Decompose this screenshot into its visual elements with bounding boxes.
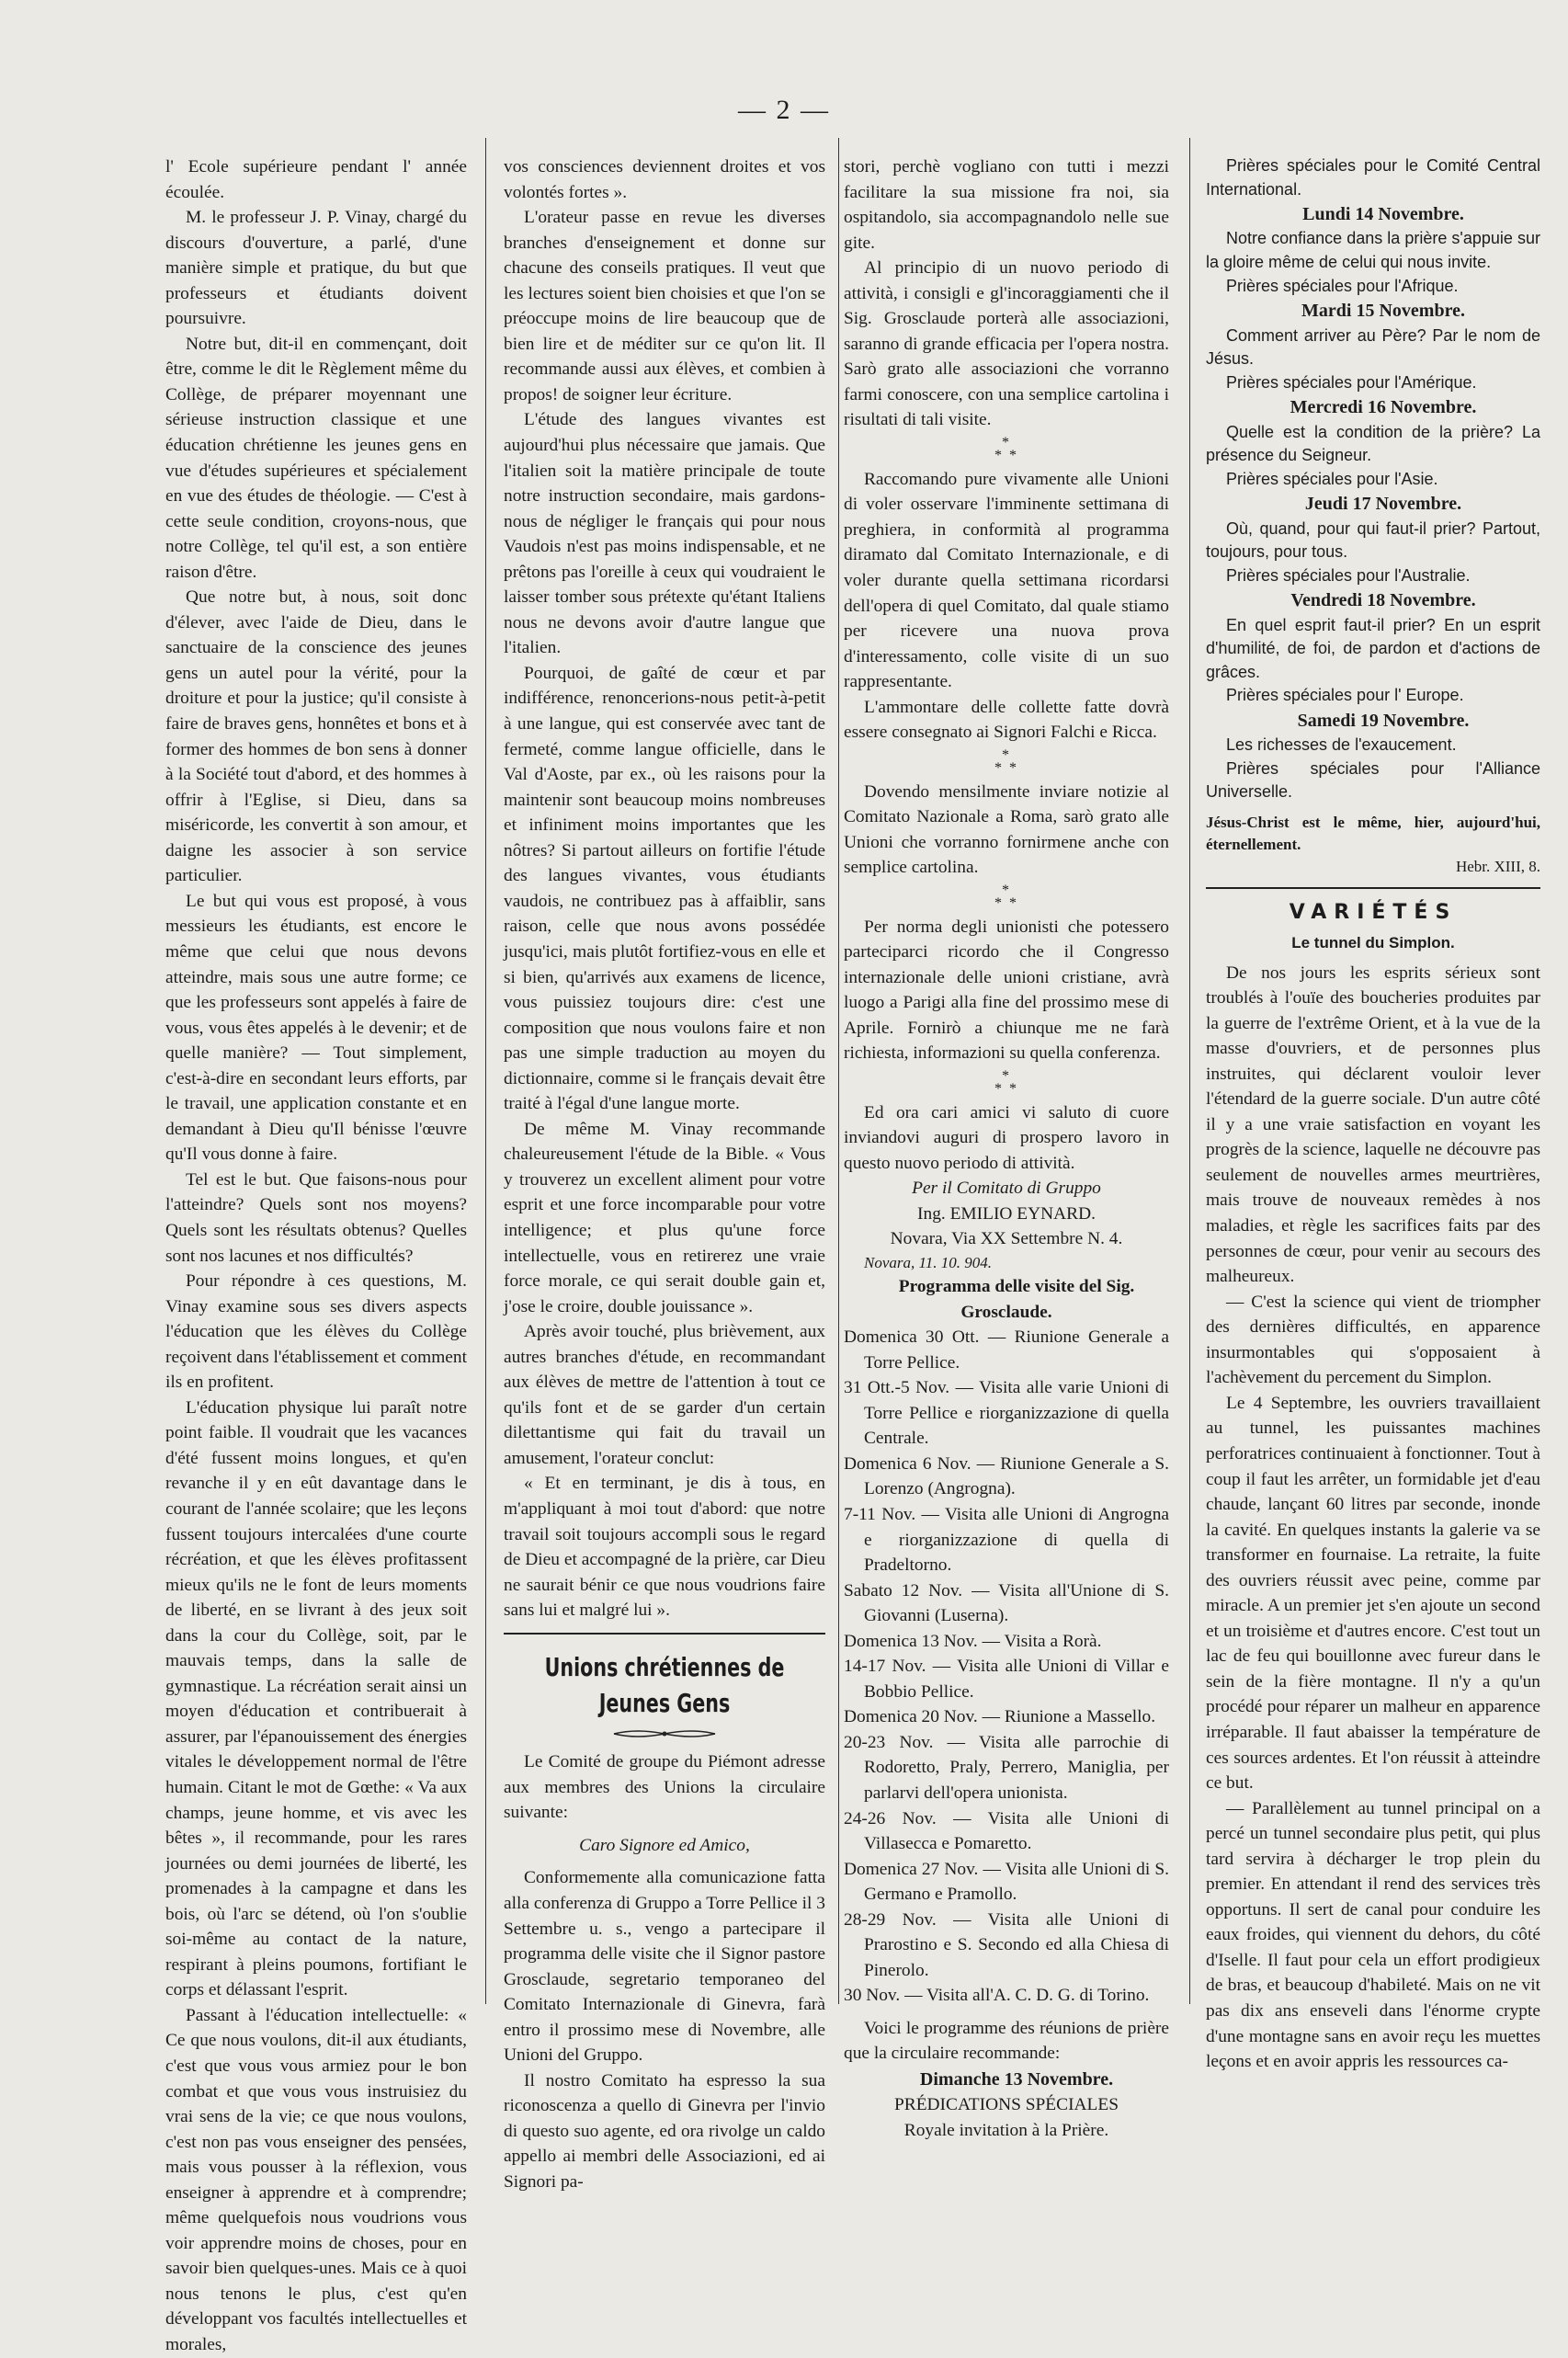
salutation: Caro Signore ed Amico, [579, 1835, 750, 1855]
list-item: 20-23 Nov. — Visita alle parrochie di Rodoretto, Praly, Perrero, Maniglia, per parlarvi dell'opera unionista. [844, 1732, 1169, 1803]
list-item: Domenica 13 Nov. — Visita a Rorà. [844, 1631, 1102, 1651]
column-4 [1206, 154, 1540, 2075]
paragraph: Pourquoi, de gaîté de cœur et par indifférence, renoncerions-nous petit-à-petit à une langue, qui est conservée avec tant de fermeté, comme langue officielle, dans le Val d'Aoste, par ex., où les raisons pour la maintenir sont beaucoup moins nombreuses et infiniment moins importantes que les nôtres? Si partout ailleurs on fortifie l'étude des langues vivantes, vous étudiants vaudois, ne contribuez pas à affaiblir, sans raison, celle que nous avons possédée jusqu'ici, mais plutôt fortifiez-vous en elle et si bien, qu'arrivés aux examens de licence, vous puissiez toujours dire: c'est une composition que nous voulons faire et non pas une simple traduction au moyen du dictionnaire, comme si le français devait être traité à l'égal d'une langue morte. [504, 663, 825, 1114]
section-heading: Unions chrétiennes de Jeunes Gens [544, 1651, 785, 1719]
signature-name: Ing. EMILIO EYNARD. [917, 1203, 1096, 1224]
paragraph: Quelle est la condition de la prière? La présence du Seigneur. [1206, 422, 1540, 465]
paragraph: Pour répondre à ces questions, M. Vinay examine sous ses divers aspects l'éducation que les élèves du Collège reçoivent dans l'établissement et comment ils en profitent. [165, 1271, 467, 1393]
list-item: 24-26 Nov. — Visita alle Unioni di Villasecca e Pomaretto. [844, 1808, 1169, 1854]
paragraph: Passant à l'éducation intellectuelle: « Ce que nous voulons, dit-il aux étudiants, c'est que vous vous armiez pour le bon combat et que vous vous instruisiez du vrai sens de la vie; ce que nous voulons, c'est non pas vous enseigner des pensées, mais vous pousser à la réflexion, vous enseigner à apprendre et à comprendre; même quelquefois nous voudrions vous voir apprendre moins de choses, pour en savoir bien quelques-unes. Mais ce à quoi nous tenons le plus, c'est qu'en développant vos facultés intellectuelles et morales, [165, 2005, 467, 2355]
ornament-divider [609, 1727, 720, 1740]
list-item: Domenica 30 Ott. — Riunione Generale a Torre Pellice. [844, 1327, 1169, 1373]
program-title: Programma delle visite del Sig. Grosclaude. [898, 1277, 1135, 1322]
prayer-day [1206, 587, 1540, 708]
paragraph: — C'est la science qui vient de triompher des dernières difficultés, en apparence insurmontables qui s'opposaient à l'achèvement du percement du Simplon. [1206, 1292, 1540, 1388]
paragraph: Le 4 Septembre, les ouvriers travaillaient au tunnel, les puissantes machines perforatrices continuaient à fonctionner. Tout à coup il faut les arrêter, un formidable jet d'eau chaude, lançant 60 litres par seconde, inonde la cavité. En quelques instants la galerie va se transformer en fournaise. La retraite, la fuite des ouvriers réussit avec peine, comme par miracle. A un premier jet s'en ajoute un second et un troisième et d'autres encore. C'est tout un lac de feu qui bouillonne avec fureur dans le sein de la fière montagne. Il n'y a qu'un procédé pour réparer un malheur en apparence irréparable. Il faut abaisser la température de ces sources ardentes. Et l'on réussit à atteindre ce but. [1206, 1393, 1540, 1794]
section-divider [504, 1633, 825, 1635]
section-heading: VARIÉTÉS [1289, 901, 1458, 925]
paragraph: Le Comité de groupe du Piémont adresse aux membres des Unions la circulaire suivante: [504, 1752, 825, 1823]
paragraph: L'orateur passe en revue les diverses branches d'enseignement et donne sur chacune des conseils pratiques. Il veut que les lectures soient bien choisies et que l'on se préoccupe moins de lire beaucoup que de bien lire et de méditer sur ce qu'on lit. Il recommande aussi aux élèves, et combien à propos! de soigner leur écriture. [504, 208, 825, 404]
paragraph: Voici le programme des réunions de prière que la circulaire recommande: [844, 2018, 1169, 2064]
prayer-day [1206, 298, 1540, 394]
asterism: * * * [994, 882, 1018, 912]
list-item: 31 Ott.-5 Nov. — Visita alle varie Unioni di Torre Pellice e riorganizzazione di quella Centrale. [844, 1378, 1169, 1449]
paragraph: M. le professeur J. P. Vinay, chargé du discours d'ouverture, a parlé, d'une manière simple et pratique, du but que professeurs et étudiants doivent poursuivre. [165, 208, 467, 329]
paragraph: Tel est le but. Que faisons-nous pour l'atteindre? Quels sont nos moyens? Quels sont les résultats obtenus? Quelles sont nos lacunes et nos difficultés? [165, 1169, 467, 1266]
paragraph: Prières spéciales pour l'Asie. [1226, 469, 1438, 488]
list-item: Domenica 27 Nov. — Visita alle Unioni di S. Germano e Pramollo. [844, 1859, 1169, 1905]
list-item: Domenica 6 Nov. — Riunione Generale a S. Lorenzo (Angrogna). [844, 1453, 1169, 1499]
paragraph: Le but qui vous est proposé, à vous messieurs les étudiants, est encore le même que celui que nous devons atteindre, mais sous une autre forme; ce que les professeurs sont appelés à faire de vous, vous êtes appelés à le devenir; et de quelle manière? — Tout simplement, c'est-à-dire en secondant leurs efforts, par le travail, une application constante et en demandant à Dieu qu'Il bénisse l'œuvre qu'Il vous donne à faire. [165, 891, 467, 1165]
paragraph: Que notre but, à nous, soit donc d'élever, avec l'aide de Dieu, dans le sanctuaire de la conscience des jeunes gens un autel pour la vérité, pour la droiture et pour la justice; qu'il consiste à faire de braves gens, honnêtes et bons et à former des hommes de bon sens à donner à la Société tout d'abord, et des hommes à offrir à l'Eglise, si Dieu, dans sa miséricorde, les convertit à son amour, et daigne les associer à son service particulier. [165, 587, 467, 886]
list-item: 14-17 Nov. — Visita alle Unioni di Villar e Bobbio Pellice. [844, 1657, 1169, 1702]
paragraph: De même M. Vinay recommande chaleureusement l'étude de la Bible. « Vous y trouverez un excellent aliment pour votre esprit et une force incomparable pour votre intelligence; et plus qu'une force intellectuelle, vous en retirerez une vraie force morale, ce qui serait double gain et, j'ose le croire, double jouissance ». [504, 1119, 825, 1316]
asterism: * * * [994, 1067, 1018, 1098]
column-1 [165, 154, 467, 2358]
day-heading: Lundi 14 Novembre. [1302, 204, 1464, 225]
day-heading: Mercredi 16 Novembre. [1290, 397, 1477, 418]
signature-line: Per il Comitato di Gruppo [912, 1179, 1101, 1199]
list-item: Domenica 20 Nov. — Riunione a Massello. [844, 1707, 1156, 1727]
paragraph: Conformemente alla comunicazione fatta alla conferenza di Gruppo a Torre Pellice il 3 Settembre u. s., vengo a partecipare il programma delle visite che il Signor pastore Grosclaude, segretario temporaneo del Comitato Internazionale di Ginevra, farà entro il prossimo mese di Novembre, alle Unioni del Gruppo. [504, 1868, 825, 2066]
paragraph: L'étude des langues vivantes est aujourd'hui plus nécessaire que jamais. Que l'italien soit la matière principale de toute notre instruction secondaire, mais gardons-nous de négliger le français qui pour nous Vaudois n'est pas moins indispensable, et ne prêtons pas l'oreille à ceux qui voudraient le laisser tomber sous prétexte qu'étant Italiens nous ne devons avoir d'autre langue que l'italien. [504, 410, 825, 658]
page-number: — 2 — [738, 95, 830, 125]
column-rule [838, 138, 839, 2004]
list-item: 30 Nov. — Visita all'A. C. D. G. di Torino. [844, 1986, 1150, 2006]
paragraph: Prières spéciales pour l'Australie. [1226, 565, 1471, 585]
paragraph: Il nostro Comitato ha espresso la sua riconoscenza a quello di Ginevra per l'invio di questo suo agente, ed ora rivolge un caldo appello ai membri delle Associazioni, ed ai Signori pa- [504, 2070, 825, 2192]
paragraph: stori, perchè vogliano con tutti i mezzi facilitare la sua missione fra noi, sia ospitandolo, sia accompagnandolo nelle sue gite. [844, 157, 1169, 253]
paragraph: Al principio di un nuovo periodo di attività, i consigli e gl'incoraggiamenti che il Sig. Grosclaude porterà alle associazioni, saranno di grande efficacia per l'opera nostra. Sarò grato alle associazioni che vorranno farmi conoscere, con una semplice cartolina i risultati di tali visite. [844, 258, 1169, 430]
paragraph: Notre but, dit-il en commençant, doit être, comme le dit le Règlement même du Collège, de préparer moyennant une sérieuse instruction classique et une éducation chrétienne les jeunes gens en vue d'études supérieures et spécialement en vue des études de théologie. — C'est à cette seule condition, croyons-nous, que notre Collège, tel qu'il est, a son entière raison d'être. [165, 334, 467, 582]
asterism: * * * [994, 435, 1018, 464]
paragraph: — Parallèlement au tunnel principal on a percé un tunnel secondaire plus petit, qui plus tard servira à décharger le trop plein du premier. En attendant il rend des services très opportuns. Il sert de canal pour conduire les eaux froides, qui viennent du dehors, du côté d'Iselle. Il faut pour cela un effort prodigieux de bras, et beaucoup d'habileté. Mais on ne vit pas dix ans enseveli dans l'énorme crypte d'une montagne sans en avoir reçu les muettes leçons et en avoir appris les ressources ca- [1206, 1798, 1540, 2072]
prayer-day [1206, 154, 1540, 201]
paragraph: L'ammontare delle collette fatte dovrà essere consegnato ai Signori Falchi e Ricca. [844, 697, 1169, 743]
list-item: 28-29 Nov. — Visita alle Unioni di Prarostino e S. Secondo ed alla Chiesa di Pinerolo. [844, 1909, 1169, 1980]
paragraph: Prières spéciales pour le Comité Central International. [1206, 156, 1540, 199]
prayer-day [1206, 394, 1540, 491]
day-heading: Jeudi 17 Novembre. [1304, 494, 1462, 515]
paragraph: Où, quand, pour qui faut-il prier? Partout, toujours, pour tous. [1206, 518, 1540, 562]
signature-address: Novara, Via XX Settembre N. 4. [890, 1229, 1123, 1249]
paragraph: Prières spéciales pour l' Europe. [1226, 686, 1464, 705]
day-heading: Vendredi 18 Novembre. [1290, 590, 1476, 611]
prayer-day [1206, 491, 1540, 587]
section-divider [1206, 887, 1540, 889]
paragraph: Prières spéciales pour l'Afrique. [1226, 276, 1459, 295]
paragraph: vos consciences deviennent droites et vos volontés fortes ». [504, 157, 825, 202]
day-heading: Mardi 15 Novembre. [1301, 301, 1465, 322]
predications-heading: PRÉDICATIONS SPÉCIALES [893, 2095, 1119, 2115]
paragraph: Comment arriver au Père? Par le nom de Jésus. [1206, 325, 1540, 369]
paragraph: L'éducation physique lui paraît notre point faible. Il voudrait que les vacances d'été fussent moins longues, et qu'en revanche il y en eût davantage dans le courant de l'année scolaire; que les leçons fussent toujours intercalées d'une courte récréation, et que les élèves profitassent mieux qu'ils ne le font de leurs moments de liberté, en se livrant à des jeux soit dans la cour du Collège, soit, par le mauvais temps, dans la salle de gymnastique. La récréation serait ainsi un moyen d'éducation et contribuerait à assurer, par l'épanouissement des énergies vitales le développement normal de l'être humain. Citant le mot de Gœthe: « Va aux champs, jeune homme, et vis avec les bêtes », il recommande, pour les rares journées ou demi journées de liberté, les promenades à la campagne et dans les bois, où l'arc se détend, où l'on s'oublie soi-même au contact de la nature, respirant à pleins poumons, fortifiant le corps et délassant l'esprit. [165, 1397, 467, 2000]
paragraph: Prières spéciales pour l'Amérique. [1226, 372, 1477, 392]
column-rule [1189, 138, 1190, 2004]
paragraph: De nos jours les esprits sérieux sont troublés à l'ouïe des boucheries produites par la guerre de l'extrême Orient, et à la vue de la masse d'ouvriers, et de personnes plus instruites, qui déclarent vouloir lever l'étendard de la guerre sociale. D'un autre côté il y a une vraie satisfaction en voyant les progrès de la science, laquelle ne découvre pas seulement de nouvelles armes meurtrières, mais trouve de nouveaux remèdes à nos maladies, et règle les sacrifices faits par des personnes de cœur, pour venir au secours des malheureux. [1206, 963, 1540, 1287]
paragraph: Royale invitation à la Prière. [903, 2120, 1109, 2140]
paragraph: Prières spéciales pour l'Alliance Universelle. [1206, 758, 1540, 802]
column-2 [504, 154, 825, 2195]
paragraph: Raccomando pure vivamente alle Unioni di voler osservare l'imminente settimana di preghiera, in conformità al programma diramato dal Comitato Internazionale, e di voler durante quella settimana ricordarsi dell'opera di quel Comitato, dal quale stiamo per ricevere una nuova prova d'interessamento, colle visite di un suo rappresentante. [844, 469, 1169, 692]
prayer-day [1206, 201, 1540, 298]
paragraph: En quel esprit faut-il prier? En un esprit d'humilité, de foi, de pardon et d'actions de grâces. [1206, 615, 1540, 681]
verse: Jésus-Christ est le même, hier, aujourd'hui, éternellement. [1206, 813, 1540, 853]
signature-date: Novara, 11. 10. 904. [864, 1253, 992, 1271]
paragraph: l' Ecole supérieure pendant l' année écoulée. [165, 157, 467, 202]
paragraph: Après avoir touché, plus brièvement, aux autres branches d'étude, en recommandant aux élèves de mettre de l'attention à tout ce qu'ils font et de se garder d'un certain dilettantisme qui fait du travail un amusement, l'orateur conclut: [504, 1322, 825, 1468]
list-item: 7-11 Nov. — Visita alle Unioni di Angrogna e riorganizzazione di quella di Pradeltorno. [844, 1504, 1169, 1576]
paragraph: Ed ora cari amici vi saluto di cuore inviandovi auguri di prospero lavoro in questo nuovo periodo di attività. [844, 1102, 1169, 1173]
paragraph: Les richesses de l'exaucement. [1226, 735, 1457, 755]
paragraph: « Et en terminant, je dis à tous, en m'appliquant à moi tout d'abord: que notre travail soit toujours accompli sous le regard de Dieu et accompagné de la prière, car Dieu ne saurait bénir ce que nous voudrions faire sans lui et malgré lui ». [504, 1474, 825, 1621]
prayer-day [1206, 708, 1540, 804]
asterism: * * * [994, 746, 1018, 777]
paragraph: Per norma degli unionisti che potessero parteciparci ricordo che il Congresso internazionale delle unioni cristiane, avrà luogo a Parigi alla fine del prossimo mese di Aprile. Fornirò a chiunque me ne farà richiesta, informazioni su quella conferenza. [844, 917, 1169, 1064]
column-3 [844, 154, 1169, 2143]
article-title: Le tunnel du Simplon. [1291, 934, 1455, 952]
list-item: Sabato 12 Nov. — Visita all'Unione di S. Giovanni (Luserna). [844, 1580, 1169, 1626]
day-heading: Samedi 19 Novembre. [1297, 710, 1470, 731]
visit-program [844, 1325, 1169, 2009]
verse-reference: Hebr. XIII, 8. [1455, 858, 1540, 876]
column-rule [485, 138, 486, 2004]
paragraph: Notre confiance dans la prière s'appuie sur la gloire même de celui qui nous invite. [1206, 229, 1540, 272]
day-heading: Dimanche 13 Novembre. [919, 2068, 1114, 2090]
paragraph: Dovendo mensilmente inviare notizie al Comitato Nazionale a Roma, sarò grato alle Unioni che vorranno fornirmene anche con semplice cartolina. [844, 781, 1169, 878]
